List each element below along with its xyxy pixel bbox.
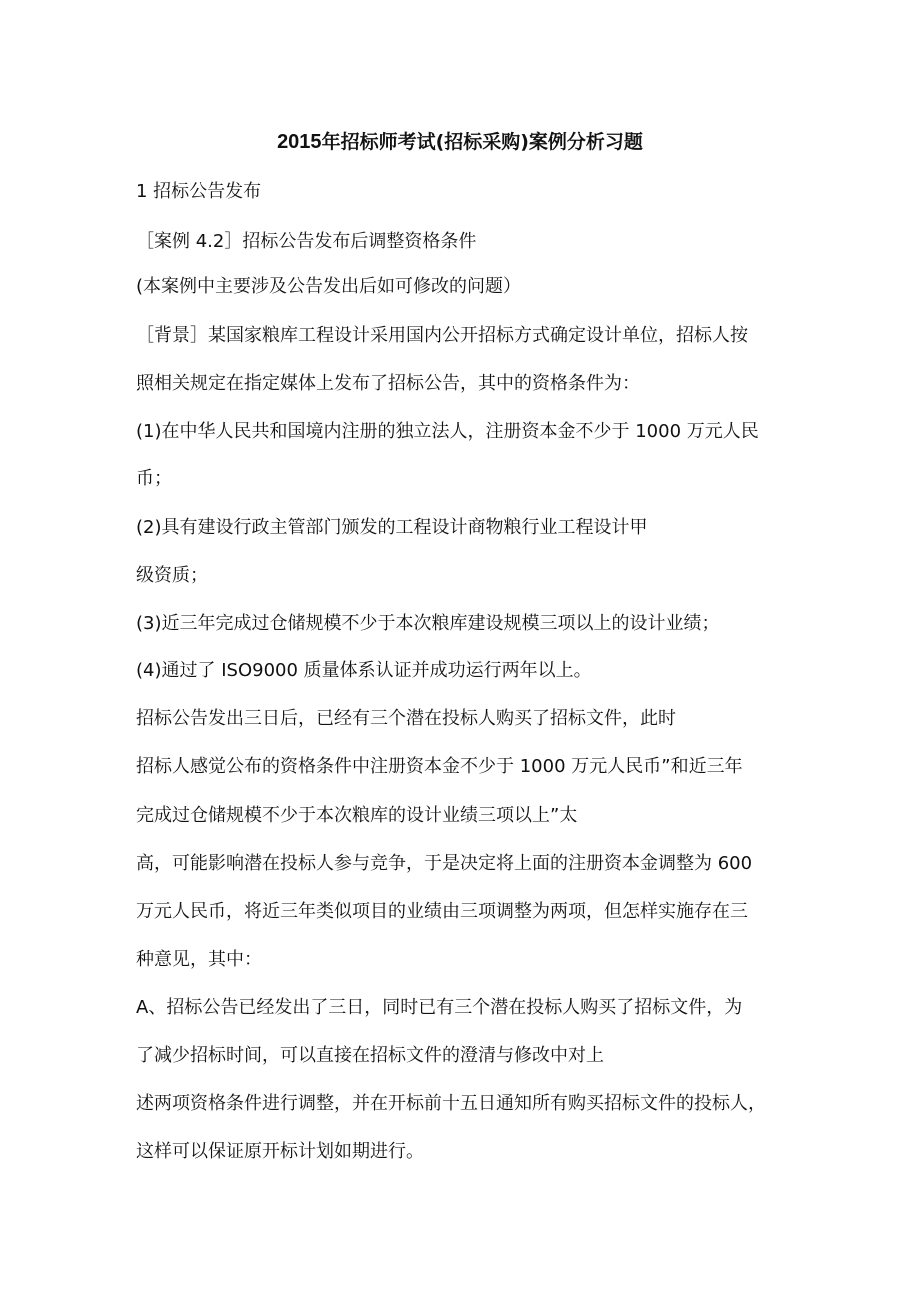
paragraph-line: 高，可能影响潜在投标人参与竞争，于是决定将上面的注册资本金调整为 600 [136, 853, 753, 874]
paragraph-line: ［背景］某国家粮库工程设计采用国内公开招标方式确定设计单位，招标人按 [136, 325, 748, 346]
paragraph-line: 照相关规定在指定媒体上发布了招标公告，其中的资格条件为： [136, 373, 640, 394]
section-heading: 1 招标公告发布 [136, 181, 262, 202]
paragraph-line: 万元人民币，将近三年类似项目的业绩由三项调整为两项，但怎样实施存在三 [136, 901, 748, 922]
paragraph-line: 完成过仓储规模不少于本次粮库的设计业绩三项以上”太 [136, 805, 578, 826]
title-text: 年招标师考试(招标采购)案例分析习题 [321, 131, 643, 153]
paragraph-line: 这样可以保证原开标计划如期进行。 [136, 1141, 424, 1162]
paragraph-line: 种意见，其中： [136, 949, 262, 970]
paragraph-line: A、招标公告已经发出了三日，同时已有三个潜在投标人购买了招标文件，为 [136, 997, 743, 1018]
paragraph-line: 招标人感觉公布的资格条件中注册资本金不少于 1000 万元人民币”和近三年 [136, 756, 743, 777]
paragraph-line: 币； [136, 468, 172, 489]
paragraph-line: (2)具有建设行政主管部门颁发的工程设计商物粮行业工程设计甲 [136, 517, 648, 538]
paragraph-line: 述两项资格条件进行调整，并在开标前十五日通知所有购买招标文件的投标人， [136, 1093, 766, 1114]
paragraph-line: (3)近三年完成过仓储规模不少于本次粮库建设规模三项以上的设计业绩； [136, 613, 720, 634]
title-year: 2015 [277, 131, 322, 153]
document-title [0, 128, 920, 156]
paragraph-line: 了减少招标时间，可以直接在招标文件的澄清与修改中对上 [136, 1045, 604, 1066]
paragraph-line: 招标公告发出三日后，已经有三个潜在投标人购买了招标文件，此时 [136, 708, 676, 729]
case-heading: ［案例 4.2］招标公告发布后调整资格条件 [136, 231, 477, 252]
paragraph-line: 级资质； [136, 565, 208, 586]
case-note: (本案例中主要涉及公告发出后如可修改的问题） [136, 276, 522, 297]
paragraph-line: (4)通过了 ISO9000 质量体系认证并成功运行两年以上。 [136, 660, 592, 681]
paragraph-line: (1)在中华人民共和国境内注册的独立法人，注册资本金不少于 1000 万元人民 [136, 421, 759, 442]
